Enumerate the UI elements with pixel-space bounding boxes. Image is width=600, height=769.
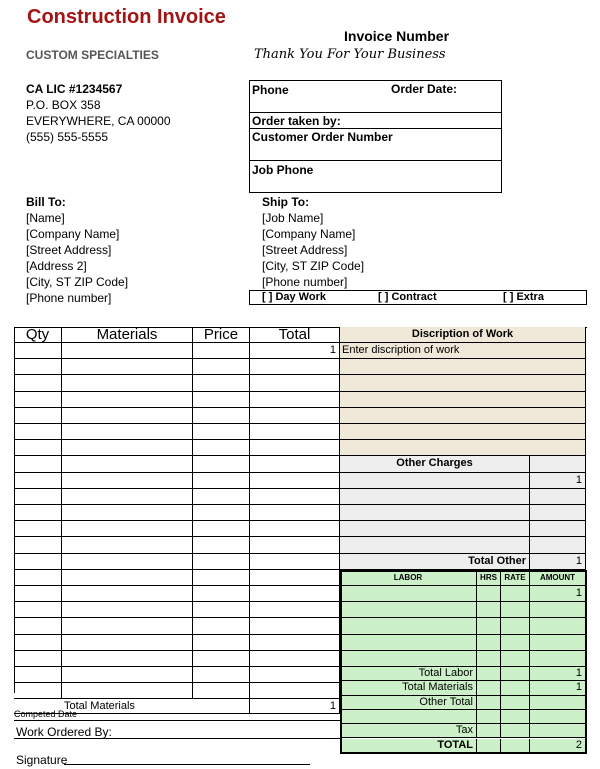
qty-cell[interactable] — [14, 473, 62, 489]
labor-amount — [530, 635, 586, 651]
ship-to-label: Ship To: — [262, 195, 310, 209]
summary-rate-blank — [501, 724, 530, 738]
labor-desc[interactable] — [340, 635, 477, 651]
phone-field[interactable]: Phone — [252, 83, 289, 97]
other-charges-header: Other Charges — [340, 456, 530, 472]
bill-to-label: Bill To: — [26, 195, 66, 209]
other-total-label: Other Total — [340, 696, 477, 710]
material-cell[interactable] — [62, 392, 193, 408]
work-ordered-by-label: Work Ordered By: — [16, 725, 112, 739]
summary-hrs-blank — [477, 667, 501, 681]
labor-amount: 1 — [530, 586, 586, 602]
material-cell[interactable] — [62, 456, 193, 472]
material-total-cell — [250, 424, 340, 440]
materials-column-header: Materials — [62, 327, 193, 343]
material-cell[interactable] — [62, 570, 193, 586]
material-cell[interactable] — [62, 424, 193, 440]
qty-column-header: Qty — [14, 327, 62, 343]
other-charge-desc[interactable] — [340, 489, 530, 505]
other-charge-desc[interactable] — [340, 521, 530, 537]
description-header: Discription of Work — [340, 327, 586, 343]
material-cell[interactable] — [62, 683, 193, 699]
summary-hrs-blank — [477, 696, 501, 710]
other-charge-desc[interactable] — [340, 473, 530, 489]
completed-date-label: Competed Date — [14, 709, 78, 719]
description-line[interactable] — [340, 359, 586, 375]
other-charge-amount[interactable]: 1 — [530, 473, 586, 489]
divider — [14, 720, 340, 721]
material-cell[interactable] — [62, 440, 193, 456]
order-taken-field[interactable]: Order taken by: — [252, 114, 341, 128]
material-total-cell — [250, 456, 340, 472]
bill-to-address2[interactable]: [Address 2] — [26, 259, 87, 273]
price-cell[interactable] — [193, 554, 250, 570]
qty-cell[interactable] — [14, 392, 62, 408]
material-total-cell — [250, 635, 340, 651]
summary-hrs-blank — [477, 724, 501, 738]
ship-to-job[interactable]: [Job Name] — [262, 211, 324, 225]
material-cell[interactable] — [62, 537, 193, 553]
qty-cell[interactable] — [14, 359, 62, 375]
labor-rate[interactable] — [501, 635, 530, 651]
amount-header: AMOUNT — [530, 570, 586, 586]
price-cell[interactable] — [193, 359, 250, 375]
bill-to-phone[interactable]: [Phone number] — [26, 291, 112, 305]
other-charge-amount[interactable] — [530, 537, 586, 553]
qty-cell[interactable] — [14, 456, 62, 472]
total-labor-value: 1 — [530, 667, 586, 681]
price-cell[interactable] — [193, 570, 250, 586]
material-cell[interactable] — [62, 554, 193, 570]
price-cell[interactable] — [193, 408, 250, 424]
order-date-field[interactable]: Order Date: — [391, 82, 458, 96]
bill-to-company[interactable]: [Company Name] — [26, 227, 120, 241]
material-cell[interactable] — [62, 343, 193, 359]
qty-cell[interactable] — [14, 667, 62, 683]
price-cell[interactable] — [193, 537, 250, 553]
qty-cell[interactable] — [14, 408, 62, 424]
labor-desc[interactable] — [340, 586, 477, 602]
other-total-value — [530, 696, 586, 710]
price-cell[interactable] — [193, 635, 250, 651]
ship-to-company[interactable]: [Company Name] — [262, 227, 356, 241]
material-total-cell — [250, 375, 340, 391]
qty-cell[interactable] — [14, 651, 62, 667]
price-cell[interactable] — [193, 424, 250, 440]
material-cell[interactable] — [62, 408, 193, 424]
qty-cell[interactable] — [14, 635, 62, 651]
labor-hrs[interactable] — [477, 635, 501, 651]
material-cell[interactable] — [62, 602, 193, 618]
material-total-cell — [250, 651, 340, 667]
divider — [249, 160, 502, 161]
total-other-value: 1 — [530, 554, 586, 570]
qty-cell[interactable] — [14, 554, 62, 570]
summary-hrs-blank — [477, 710, 501, 724]
material-total-cell — [250, 537, 340, 553]
material-cell[interactable] — [62, 618, 193, 634]
labor-desc[interactable] — [340, 618, 477, 634]
material-cell[interactable] — [62, 473, 193, 489]
price-cell[interactable] — [193, 602, 250, 618]
blank-summary-row — [340, 710, 477, 724]
material-cell[interactable] — [62, 586, 193, 602]
other-charge-desc[interactable] — [340, 537, 530, 553]
company-name: CUSTOM SPECIALTIES — [26, 48, 159, 62]
qty-cell[interactable] — [14, 440, 62, 456]
description-line[interactable] — [340, 408, 586, 424]
price-cell[interactable] — [193, 667, 250, 683]
labor-desc[interactable] — [340, 651, 477, 667]
price-cell[interactable] — [193, 489, 250, 505]
customer-order-field[interactable]: Customer Order Number — [252, 130, 393, 144]
labor-amount — [530, 651, 586, 667]
qty-cell[interactable] — [14, 618, 62, 634]
description-line[interactable] — [340, 424, 586, 440]
total-materials-value: 1 — [250, 699, 340, 714]
description-line[interactable] — [340, 440, 586, 456]
qty-cell[interactable] — [14, 602, 62, 618]
grand-total-value: 2 — [530, 739, 586, 753]
material-total-cell: 1 — [250, 343, 340, 359]
material-total-cell — [250, 521, 340, 537]
material-total-cell — [250, 392, 340, 408]
material-cell[interactable] — [62, 489, 193, 505]
qty-cell[interactable] — [14, 489, 62, 505]
qty-cell[interactable] — [14, 375, 62, 391]
summary-rate-blank — [501, 681, 530, 695]
summary-hrs-blank — [477, 739, 501, 753]
material-total-cell — [250, 570, 340, 586]
grand-total-label: TOTAL — [340, 739, 477, 753]
labor-hrs[interactable] — [477, 586, 501, 602]
thank-you-text: Thank You For Your Business — [254, 47, 446, 62]
invoice-title: Construction Invoice — [27, 6, 226, 28]
material-total-cell — [250, 586, 340, 602]
summary-rate-blank — [501, 710, 530, 724]
summary-rate-blank — [501, 739, 530, 753]
labor-hrs[interactable] — [477, 602, 501, 618]
bill-to-street[interactable]: [Street Address] — [26, 243, 112, 257]
divider — [14, 738, 340, 739]
material-total-cell — [250, 667, 340, 683]
summary-rate-blank — [501, 696, 530, 710]
rate-header: RATE — [501, 570, 530, 586]
price-cell[interactable] — [193, 651, 250, 667]
description-line[interactable] — [340, 375, 586, 391]
tax-label: Tax — [340, 724, 477, 738]
total-other-label: Total Other — [340, 554, 530, 570]
license-number: CA LIC #1234567 — [26, 82, 123, 96]
material-cell[interactable] — [62, 359, 193, 375]
price-cell[interactable] — [193, 392, 250, 408]
qty-cell[interactable] — [14, 343, 62, 359]
material-cell[interactable] — [62, 635, 193, 651]
blank-summary-value — [530, 710, 586, 724]
price-cell[interactable] — [193, 440, 250, 456]
price-cell[interactable] — [193, 521, 250, 537]
material-total-cell — [250, 473, 340, 489]
price-column-header: Price — [193, 327, 250, 343]
total-materials-summary-value: 1 — [530, 681, 586, 695]
total-labor-label: Total Labor — [340, 667, 477, 681]
price-cell[interactable] — [193, 375, 250, 391]
signature-label: Signature — [16, 753, 68, 767]
job-phone-field[interactable]: Job Phone — [252, 163, 314, 177]
labor-rate[interactable] — [501, 651, 530, 667]
total-materials-label: Total Materials — [14, 699, 250, 714]
material-cell[interactable] — [62, 651, 193, 667]
signature-line[interactable] — [64, 764, 310, 765]
price-cell[interactable] — [193, 618, 250, 634]
qty-cell[interactable] — [14, 570, 62, 586]
description-line[interactable] — [340, 392, 586, 408]
ship-to-phone[interactable]: [Phone number] — [262, 275, 348, 289]
labor-amount — [530, 602, 586, 618]
labor-hrs[interactable] — [477, 651, 501, 667]
labor-rate[interactable] — [501, 618, 530, 634]
qty-cell[interactable] — [14, 521, 62, 537]
divider — [249, 128, 502, 129]
material-total-cell — [250, 408, 340, 424]
qty-cell[interactable] — [14, 586, 62, 602]
qty-cell[interactable] — [14, 537, 62, 553]
material-total-cell — [250, 359, 340, 375]
labor-rate[interactable] — [501, 602, 530, 618]
extra-checkbox[interactable]: [ ] Extra — [503, 291, 544, 303]
material-total-cell — [250, 602, 340, 618]
bill-to-city[interactable]: [City, ST ZIP Code] — [26, 275, 129, 289]
total-materials-summary-label: Total Materials — [340, 681, 477, 695]
qty-cell[interactable] — [14, 505, 62, 521]
bill-to-name[interactable]: [Name] — [26, 211, 65, 225]
description-line[interactable]: Enter discription of work — [340, 343, 586, 359]
po-box: P.O. BOX 358 — [26, 98, 101, 112]
price-cell[interactable] — [193, 456, 250, 472]
qty-cell[interactable] — [14, 683, 62, 699]
material-total-cell — [250, 554, 340, 570]
price-cell[interactable] — [193, 683, 250, 699]
price-cell[interactable] — [193, 586, 250, 602]
total-column-header: Total — [250, 327, 340, 343]
price-cell[interactable] — [193, 343, 250, 359]
tax-value — [530, 724, 586, 738]
material-total-cell — [250, 683, 340, 699]
material-total-cell — [250, 618, 340, 634]
divider — [249, 112, 502, 113]
labor-header: LABOR — [340, 570, 477, 586]
other-charge-amount[interactable] — [530, 489, 586, 505]
ship-to-city[interactable]: [City, ST ZIP Code] — [262, 259, 365, 273]
ship-to-street[interactable]: [Street Address] — [262, 243, 348, 257]
labor-rate[interactable] — [501, 586, 530, 602]
material-cell[interactable] — [62, 375, 193, 391]
material-total-cell — [250, 489, 340, 505]
qty-cell[interactable] — [14, 424, 62, 440]
material-cell[interactable] — [62, 667, 193, 683]
other-charge-desc[interactable] — [340, 505, 530, 521]
day-work-checkbox[interactable]: [ ] Day Work — [262, 291, 326, 303]
company-phone: (555) 555-5555 — [26, 130, 109, 144]
material-total-cell — [250, 440, 340, 456]
hrs-header: HRS — [477, 570, 501, 586]
other-charge-amount[interactable] — [530, 521, 586, 537]
material-cell[interactable] — [62, 521, 193, 537]
contract-checkbox[interactable]: [ ] Contract — [378, 291, 437, 303]
material-cell[interactable] — [62, 505, 193, 521]
summary-rate-blank — [501, 667, 530, 681]
price-cell[interactable] — [193, 505, 250, 521]
price-cell[interactable] — [193, 473, 250, 489]
other-charge-amount[interactable] — [530, 505, 586, 521]
material-total-cell — [250, 505, 340, 521]
summary-hrs-blank — [477, 681, 501, 695]
company-city: EVERYWHERE, CA 00000 — [26, 114, 171, 128]
labor-amount — [530, 618, 586, 634]
other-charges-amount-header — [530, 456, 586, 472]
labor-hrs[interactable] — [477, 618, 501, 634]
invoice-number-label: Invoice Number — [344, 28, 450, 44]
labor-desc[interactable] — [340, 602, 477, 618]
